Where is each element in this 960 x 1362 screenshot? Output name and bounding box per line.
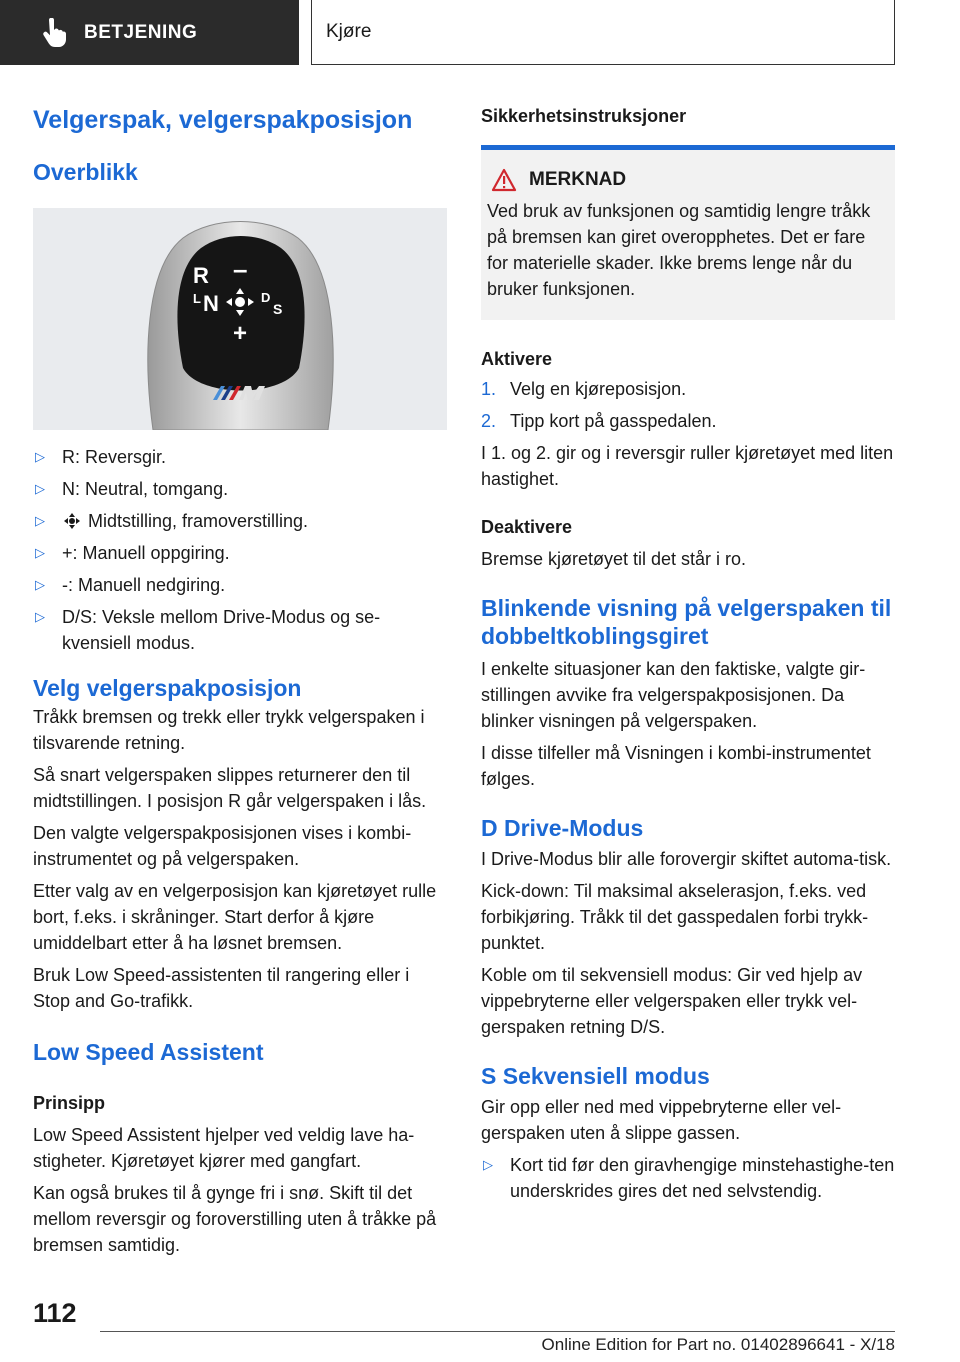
seq-heading: S Sekvensiell modus: [481, 1063, 710, 1089]
triangle-bullet-icon: ▷: [35, 481, 45, 496]
select-paragraph: Etter valg av en velgerposisjon kan kjøretøyet rulle bort, f.eks. i skråninger. Start derfor å kjøre umiddelbart etter å ha løsnet bremsen.: [33, 881, 437, 953]
notice-box: [481, 145, 895, 320]
legend-item-minus: ▷ -: Manuell nedgiring.: [33, 572, 447, 598]
drive-paragraph: Kick-down: Til maksimal akselerasjon, f.eks. ved forbikjøring. Tråkk til det gasspedalen forbi trykk-punktet.: [481, 881, 869, 953]
right-column: [481, 100, 895, 1204]
triangle-bullet-icon: ▷: [35, 545, 45, 560]
deactivate-heading: Deaktivere: [481, 517, 573, 537]
knob-label-n: N: [203, 291, 219, 316]
knob-label-d: D: [261, 290, 271, 305]
notice-title: MERKNAD: [529, 169, 627, 190]
activate-step: 1. Velg en kjøreposisjon.: [481, 379, 687, 399]
deactivate-text: Bremse kjøretøyet til det står i ro.: [481, 549, 747, 569]
seq-list-item: ▷ Kort tid før den giravhengige minstehastighe-ten underskrides gires det ned selvstendig.: [481, 1152, 895, 1204]
select-paragraph: Den valgte velgerspakposisjonen vises i kombi-instrumentet og på velgerspaken.: [33, 823, 412, 869]
page-header: [0, 0, 960, 66]
triangle-bullet-icon: ▷: [35, 577, 45, 592]
chapter-tab-label: Kjøre: [326, 21, 372, 42]
blink-paragraph: I enkelte situasjoner kan den faktiske, valgte gir-stillingen avvike fra velgerspakposisjonen. Da blinker visningen på velgerspaken.: [481, 659, 866, 731]
gear-knob-illustration: [33, 208, 447, 430]
knob-label-r: R: [193, 263, 209, 288]
legend-item-n: ▷ N: Neutral, tomgang.: [33, 476, 447, 502]
legend-item-center: ▷ Midtstilling, framoverstilling.: [33, 508, 447, 534]
legend-item-plus: ▷ +: Manuell oppgiring.: [33, 540, 447, 566]
chapter-tab: [311, 0, 895, 65]
activate-step: 2. Tipp kort på gasspedalen.: [481, 411, 717, 431]
edition-text: Online Edition for Part no. 01402896641 - X/18: [541, 1335, 895, 1354]
blink-heading: Blinkende visning på velgerspaken til dobbeltkoblingsgiret: [481, 595, 892, 649]
seq-text: Gir opp eller ned med vippebryterne eller vel-gerspaken uten å slippe gassen.: [481, 1097, 842, 1143]
drive-heading: D Drive-Modus: [481, 815, 644, 841]
activate-heading: Aktivere: [481, 349, 553, 369]
page-number: 112: [33, 1298, 77, 1328]
knob-label-l: L: [193, 291, 201, 306]
drive-paragraph: I Drive-Modus blir alle forovergir skiftet automa-tisk.: [481, 849, 892, 869]
activate-note: I 1. og 2. gir og i reversgir ruller kjøretøyet med liten hastighet.: [481, 443, 894, 489]
legend-item-ds: ▷ D/S: Veksle mellom Drive-Modus og se-kvensiell modus.: [33, 604, 447, 656]
notice-text: Ved bruk av funksjonen og samtidig lengre tråkk på bremsen kan giret overopphetes. Det er fare for materielle skader. Ikke brems lenge når du bruker funksjonen.: [487, 201, 871, 299]
knob-label-s: S: [273, 301, 283, 317]
hand-pointer-icon: [40, 18, 66, 48]
triangle-bullet-icon: ▷: [35, 449, 45, 464]
center-position-icon: [62, 512, 82, 530]
knob-label-minus: –: [233, 254, 248, 284]
section-tab: [0, 0, 299, 65]
gear-selector-image: [33, 208, 447, 430]
triangle-bullet-icon: ▷: [35, 513, 45, 528]
activate-steps: [481, 376, 895, 434]
drive-paragraph: Koble om til sekvensiell modus: Gir ved hjelp av vippebryterne eller velgerspaken eller trykk vel-gerspaken retning D/S.: [481, 965, 863, 1037]
select-paragraph: Så snart velgerspaken slippes returnerer den til midtstillingen. I posisjon R går velgerspaken i lås.: [33, 765, 427, 811]
blink-paragraph: I disse tilfeller må Visningen i kombi-instrumentet følges.: [481, 743, 871, 789]
principle-heading: Prinsipp: [33, 1093, 106, 1113]
select-heading: Velg velgerspakposisjon: [33, 675, 302, 701]
footer-divider: [100, 1331, 895, 1332]
section-tab-label: BETJENING: [84, 21, 198, 43]
triangle-bullet-icon: ▷: [35, 609, 45, 624]
lsa-heading: Low Speed Assistent: [33, 1039, 264, 1065]
select-paragraph: Bruk Low Speed-assistenten til rangering eller i Stop and Go-trafikk.: [33, 965, 410, 1011]
warning-icon: [491, 168, 517, 192]
seq-list: [481, 1152, 895, 1204]
safety-heading: Sikkerhetsinstruksjoner: [481, 106, 687, 126]
principle-paragraph: Low Speed Assistent hjelper ved veldig lave ha-stigheter. Kjøretøyet kjører med gangfart.: [33, 1125, 415, 1171]
knob-label-plus: +: [233, 320, 248, 347]
select-paragraph: Tråkk bremsen og trekk eller trykk velgerspaken i tilsvarende retning.: [33, 707, 425, 753]
legend-item-r: ▷ R: Reversgir.: [33, 444, 447, 470]
overview-heading: Overblikk: [33, 159, 138, 185]
gear-position-legend: [33, 444, 447, 656]
notice-header: [491, 168, 887, 192]
principle-paragraph: Kan også brukes til å gynge fri i snø. Skift til det mellom reversgir og foroverstilling uten å tråkke på bremsen samtidig.: [33, 1183, 437, 1255]
triangle-bullet-icon: ▷: [483, 1157, 493, 1172]
page-title: Velgerspak, velgerspakposisjon: [33, 106, 413, 134]
left-column: [33, 100, 447, 1258]
